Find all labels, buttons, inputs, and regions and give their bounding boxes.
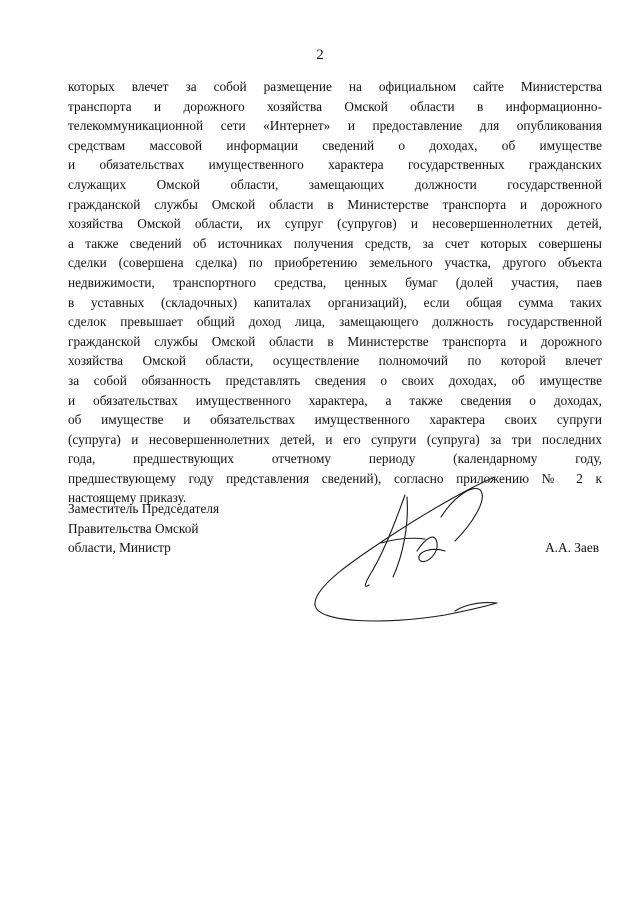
body-line: которых влечет за собой размещение на официальном сайте Министерства [68, 79, 602, 94]
body-line: (супруга) и несовершеннолетних детей, и его супруги (супруга) за три последних [68, 431, 602, 447]
body-line: средствам массовой информации сведений о доходах, об имуществе [68, 137, 602, 153]
body-line: сделок превышает общий доход лица, замещающего должность государственной [68, 314, 602, 330]
body-line: недвижимости, транспортного средства, ценных бумаг (долей участия, паев [68, 274, 602, 290]
signature-stroke [417, 537, 445, 562]
body-line: служащих Омской области, замещающих должности государственной [68, 176, 602, 192]
body-line: телекоммуникационной сети «Интернет» и предоставление для опубликования [68, 118, 602, 134]
signatory-title [68, 499, 219, 558]
body-line: хозяйства Омской области, осуществление полномочий по которой влечет [68, 353, 602, 369]
signatory-name: А.А. Заев [545, 540, 599, 555]
body-line: хозяйства Омской области, их супруг (супругов) и несовершеннолетних детей, [68, 216, 602, 232]
body-line: за собой обязанность представлять сведения о своих доходах, об имуществе [68, 372, 602, 388]
body-line: а также сведений об источниках получения средств, за счет которых совершены [68, 235, 602, 251]
signatory-title-line: Заместитель Председателя [68, 501, 220, 516]
body-line: об имуществе и обязательствах имущественного характера своих супруги [68, 412, 602, 428]
body-line: транспорта и дорожного хозяйства Омской области в информационно- [68, 98, 602, 114]
handwritten-signature [285, 455, 525, 630]
signatory-title-line: области, Министр [68, 540, 171, 556]
signatory-title-line: Правительства Омской [68, 520, 199, 536]
body-line: в уставных (складочных) капиталах организаций), если общая сумма таких [68, 294, 602, 310]
body-line: предшествующему году представления сведений), согласно приложению № 2 к [68, 470, 602, 486]
body-line: и обязательствах имущественного характера государственных гражданских [68, 157, 602, 173]
body-line: гражданской службы Омской области в Министерстве транспорта и дорожного [68, 196, 602, 212]
page-number: 2 [316, 47, 324, 63]
body-line: настоящему приказу. [68, 490, 187, 506]
signature-stroke [441, 489, 482, 541]
body-line: сделки (совершена сделка) по приобретению земельного участка, другого объекта [68, 255, 602, 271]
body-line: гражданской службы Омской области в Министерстве транспорта и дорожного [68, 333, 602, 349]
body-paragraph [68, 77, 602, 508]
body-line: и обязательствах имущественного характера, а также сведения о доходах, [68, 392, 602, 408]
body-line: года, предшествующих отчетному периоду (календарному году, [68, 451, 602, 467]
signature-stroke [315, 477, 497, 621]
signature-stroke [365, 495, 405, 586]
signature-stroke [455, 603, 497, 611]
